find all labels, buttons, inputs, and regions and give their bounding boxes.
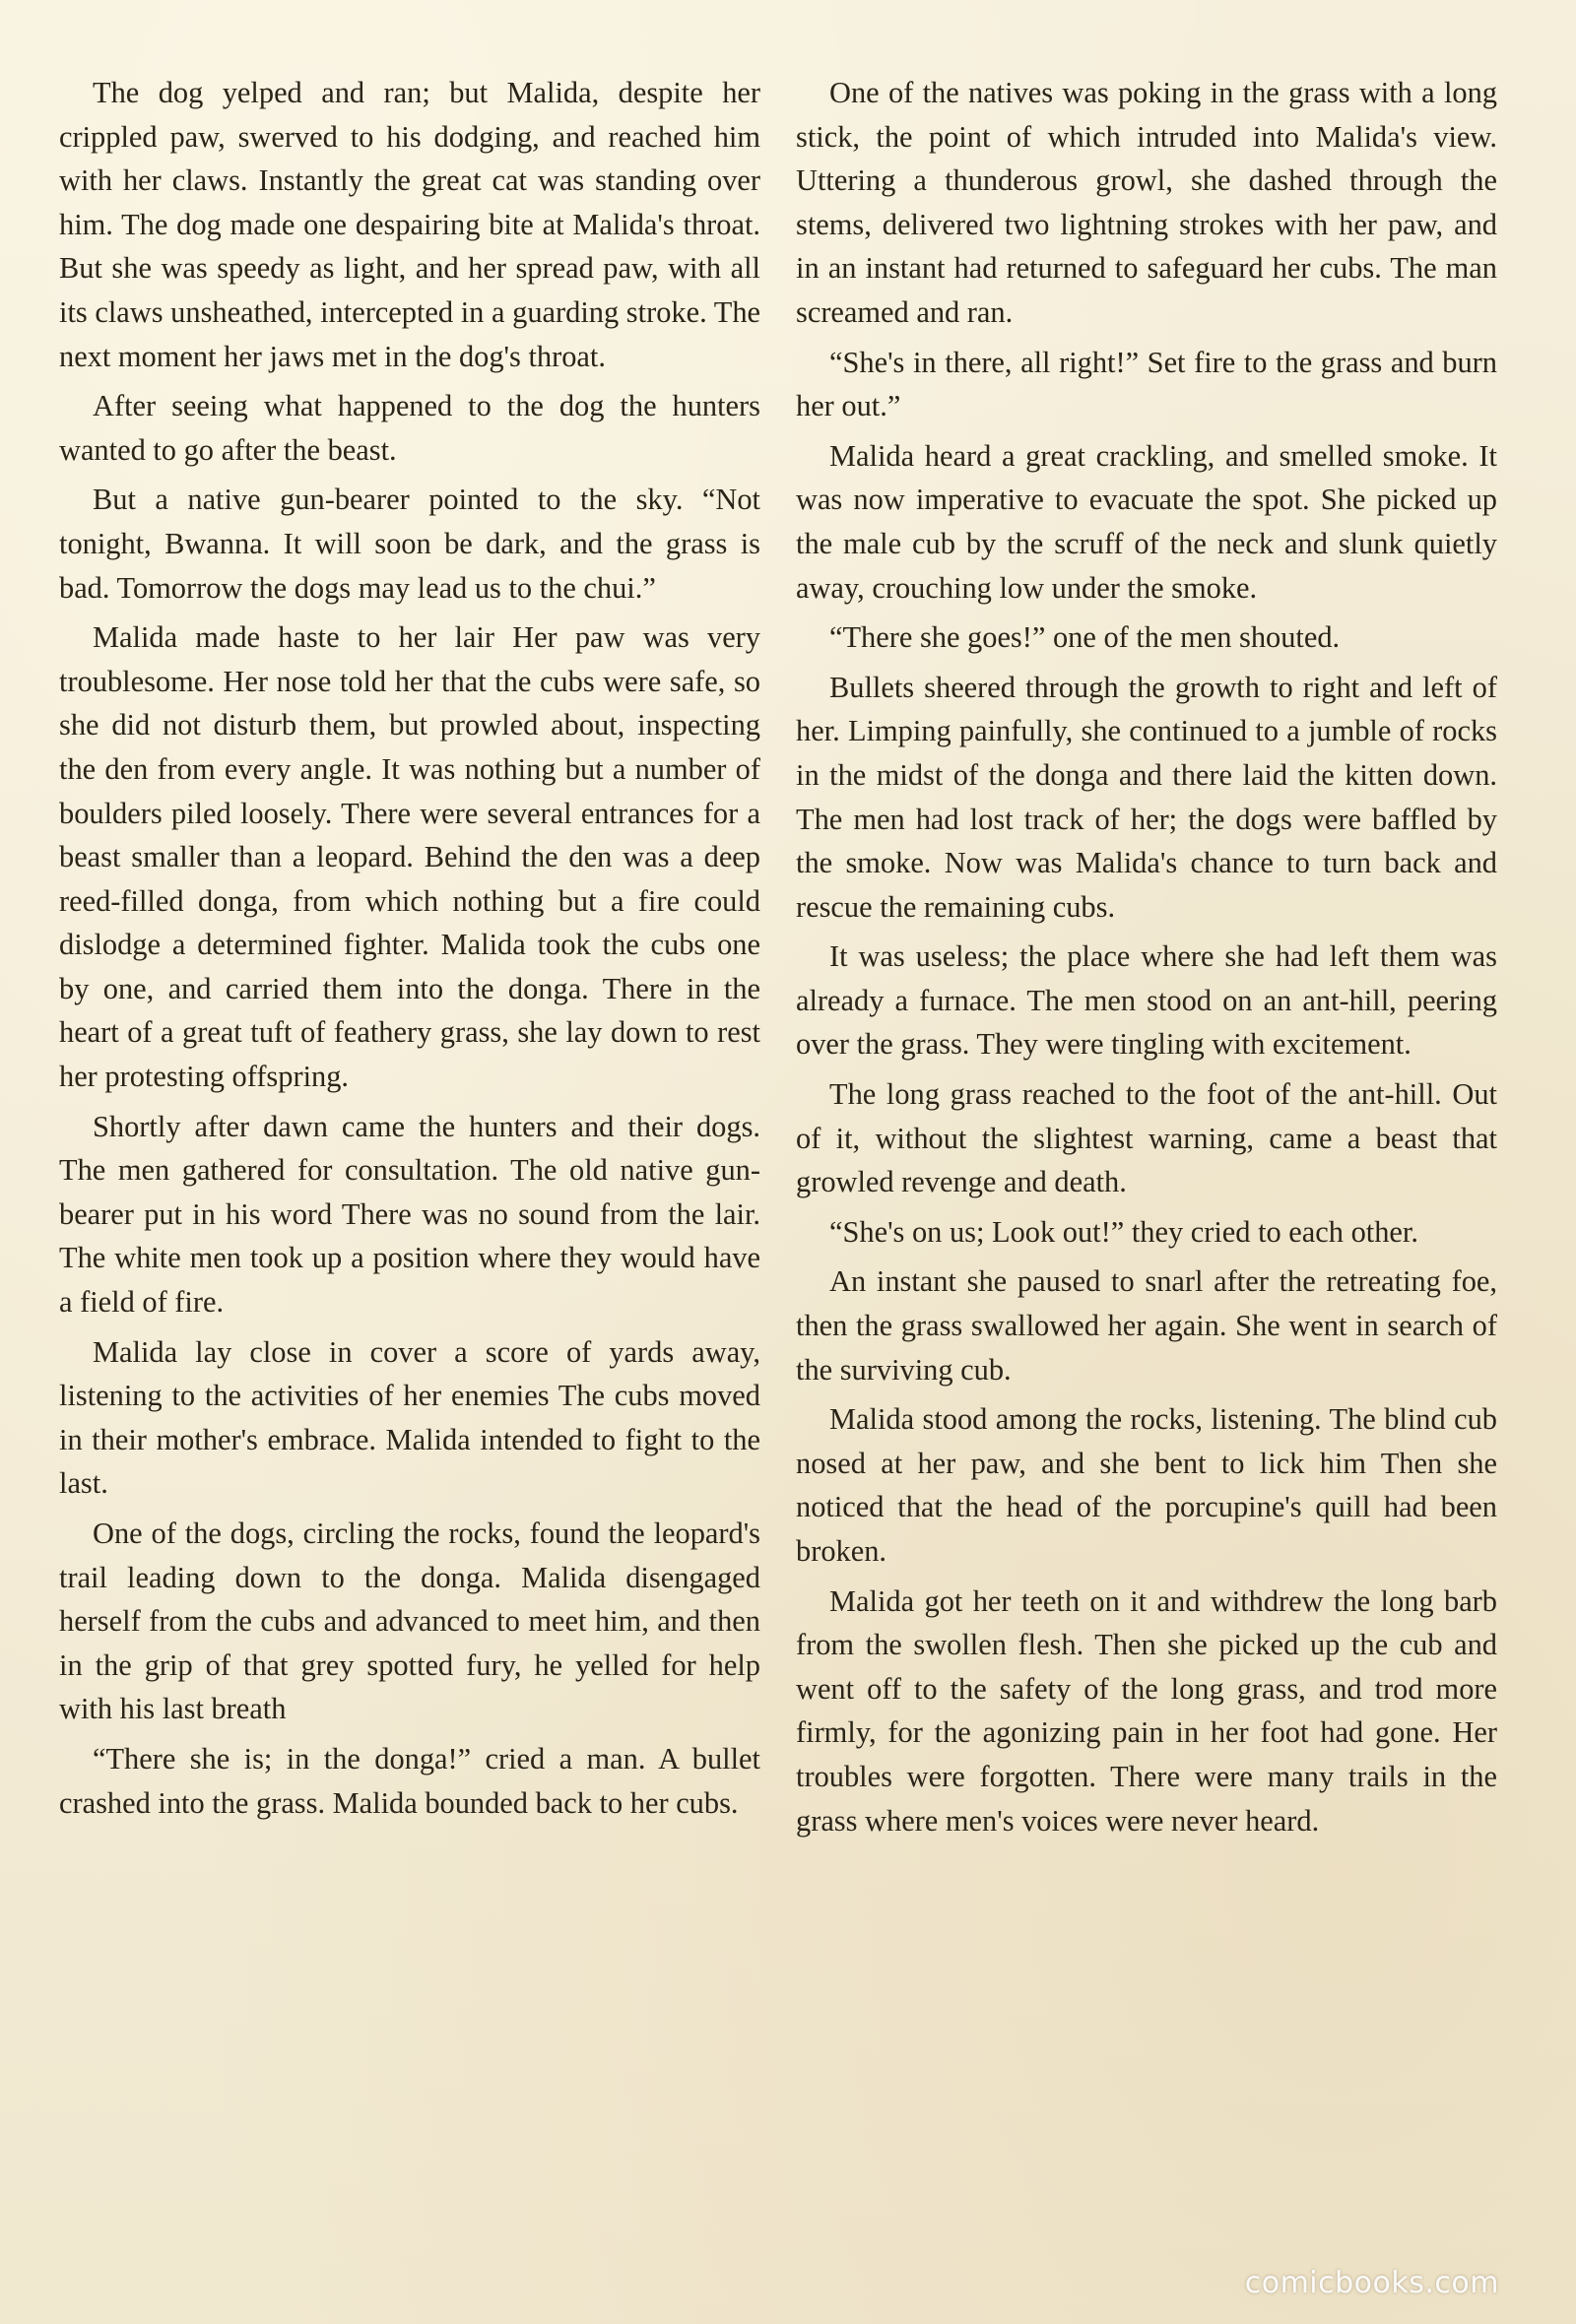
- left-column: [59, 71, 760, 1831]
- paragraph: Malida heard a great crackling, and smelled smoke. It was now imperative to evacuate the spot. She picked up the male cub by the scruff of the neck and slunk quietly away, crouching low under the smoke.: [796, 438, 1497, 605]
- paragraph: The long grass reached to the foot of the ant-hill. Out of it, without the slightest warning, came a beast that growled revenge and death.: [796, 1077, 1497, 1199]
- paragraph: After seeing what happened to the dog the hunters wanted to go after the beast.: [59, 389, 760, 467]
- paragraph: An instant she paused to snarl after the retreating foe, then the grass swallowed her again. She went in search of the surviving cub.: [796, 1264, 1497, 1387]
- paragraph: It was useless; the place where she had left them was already a furnace. The men stood on an ant-hill, peering over the grass. They were tingling with excitement.: [796, 939, 1497, 1062]
- paragraph: The dog yelped and ran; but Malida, despite her crippled paw, swerved to his dodging, and reached him with her claws. Instantly the great cat was standing over him. The dog made one despairing bite at Malida's throat. But she was speedy as light, and her spread paw, with all its claws unsheathed, intercepted in a guarding stroke. The next moment her jaws met in the dog's throat.: [59, 76, 760, 373]
- paragraph: But a native gun-bearer pointed to the sky. “Not tonight, Bwanna. It will soon be dark, and the grass is bad. Tomorrow the dogs may lead us to the chui.”: [59, 483, 760, 605]
- watermark: comicbooks.com: [1244, 2266, 1499, 2300]
- paragraph: “She's in there, all right!” Set fire to the grass and burn her out.”: [796, 345, 1497, 423]
- paragraph: “There she is; in the donga!” cried a man. A bullet crashed into the grass. Malida bounded back to her cubs.: [59, 1741, 760, 1820]
- paragraph: Malida got her teeth on it and withdrew the long barb from the swollen flesh. Then she picked up the cub and went off to the safety of the long grass, and trod more firmly, for the agonizing pain in her foot had gone. Her troubles were forgotten. There were many trails in the grass where men's voices were never heard.: [796, 1583, 1497, 1838]
- paragraph: Malida stood among the rocks, listening. The blind cub nosed at her paw, and she bent to lick him Then she noticed that the head of the porcupine's quill had been broken.: [796, 1402, 1497, 1568]
- paragraph: Malida lay close in cover a score of yards away, listening to the activities of her enemies The cubs moved in their mother's embrace. Malida intended to fight to the last.: [59, 1334, 760, 1501]
- paragraph: One of the natives was poking in the grass with a long stick, the point of which intruded into Malida's view. Uttering a thunderous growl, she dashed through the stems, delivered two lightning strokes with her paw, and in an instant had returned to safeguard her cubs. The man screamed and ran.: [796, 76, 1497, 329]
- paragraph: Bullets sheered through the growth to right and left of her. Limping painfully, she continued to a jumble of rocks in the midst of the donga and there laid the kitten down. The men had lost track of her; the dogs were baffled by the smoke. Now was Malida's chance to turn back and rescue the remaining cubs.: [796, 670, 1497, 924]
- paragraph: “She's on us; Look out!” they cried to each other.: [829, 1214, 1418, 1249]
- right-column: [796, 71, 1497, 1848]
- paragraph: One of the dogs, circling the rocks, found the leopard's trail leading down to the donga. Malida disengaged herself from the cubs and advanced to meet him, and then in the grip of that grey spotted fury, he yelled for help with his last breath: [59, 1517, 760, 1726]
- paragraph: Shortly after dawn came the hunters and their dogs. The men gathered for consultation. The old native gun-bearer put in his word There was no sound from the lair. The white men took up a position where they would have a field of fire.: [59, 1109, 760, 1320]
- paragraph: Malida made haste to her lair Her paw was very troublesome. Her nose told her that the cubs were safe, so she did not disturb them, but prowled about, inspecting the den from every angle. It was nothing but a number of boulders piled loosely. There were several entrances for a beast smaller than a leopard. Behind the den was a deep reed-filled donga, from which nothing but a fire could dislodge a determined fighter. Malida took the cubs one by one, and carried them into the donga. There in the heart of a great tuft of feathery grass, she lay down to rest her protesting offspring.: [59, 620, 760, 1094]
- paragraph: “There she goes!” one of the men shouted.: [829, 620, 1341, 655]
